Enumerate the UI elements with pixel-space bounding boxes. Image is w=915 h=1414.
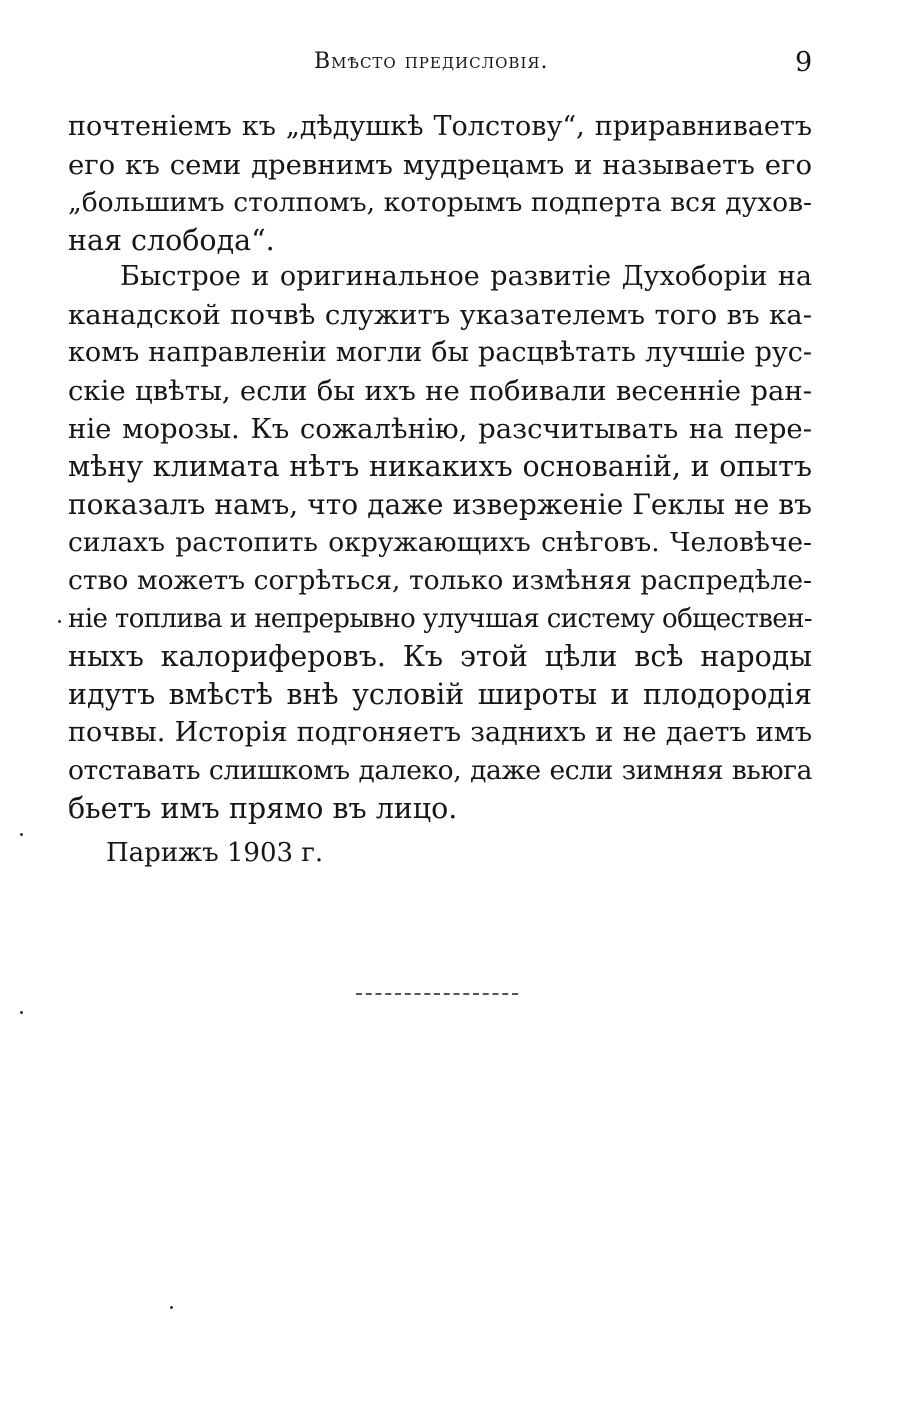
text-line: „большимъ столпомъ, которымъ подперта вся духов- [68,187,812,218]
paragraph-first-line: Быстрое и оригинальное развитіе Духоборіи на [120,261,812,292]
end-ornament-rule [356,993,518,995]
print-speck [58,620,61,623]
text-line: ство можетъ согрѣться, только измѣняя распредѣле- [68,565,812,596]
text-line: идутъ вмѣстѣ внѣ условій широты и плодородія [68,678,812,711]
text-line: скіе цвѣты, если бы ихъ не побивали весенніе ран- [68,375,812,407]
print-speck [20,833,23,836]
text-line: ніе топлива и непрерывно улучшая систему обществен- [68,604,812,634]
page-number: 9 [795,47,813,78]
dateline: Парижъ 1903 г. [106,838,324,868]
print-speck [170,1306,173,1309]
text-line: бьетъ имъ прямо въ лицо. [68,792,458,825]
text-line: ніе морозы. Къ сожалѣнію, разсчитывать на пере- [68,413,812,445]
text-line: его къ семи древнимъ мудрецамъ и называетъ его [68,149,812,181]
text-line: мѣну климата нѣтъ никакихъ основаній, и опытъ [68,450,812,483]
text-line: отставать слишкомъ далеко, даже если зимняя вьюга [68,755,812,786]
text-line: силахъ растопить окружающихъ снѣговъ. Человѣче- [68,527,812,558]
print-speck [20,1011,23,1014]
text-line: ныхъ калориферовъ. Къ этой цѣли всѣ народы [68,640,812,673]
text-line: ная слобода“. [68,224,275,257]
running-title: Вмѣсто предисловія. [314,49,549,74]
text-line: показалъ намъ, что даже изверженіе Геклы не въ [68,488,812,521]
text-line: комъ направленіи могли бы расцвѣтать лучшіе рус- [68,337,812,368]
text-line: почтеніемъ къ „дѣдушкѣ Толстову“, приравниваетъ [68,111,812,142]
text-line: почвы. Исторія подгоняетъ заднихъ и не даетъ имъ [68,717,812,748]
text-line: канадской почвѣ служитъ указателемъ того въ ка- [68,299,812,331]
running-header [0,47,915,79]
